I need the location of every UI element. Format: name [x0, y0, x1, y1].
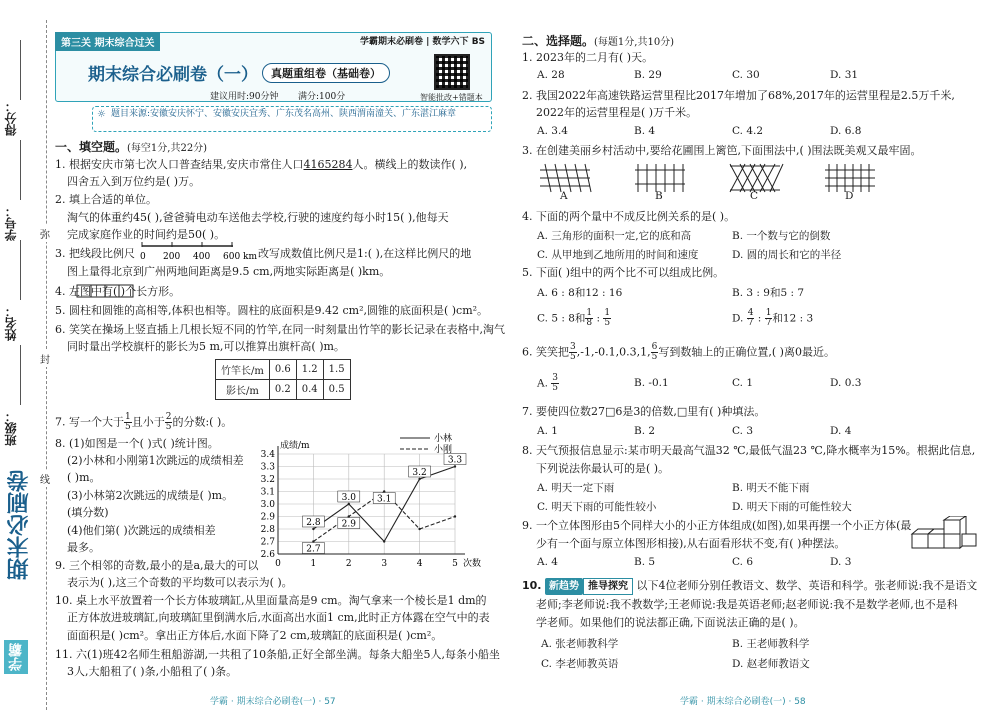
data-point: [348, 503, 350, 505]
source-note: ☼ 题目来源:安徽安庆怀宁、安徽安庆宜秀、广东茂名高州、陕西渭南潼关、广东湛江麻章: [92, 106, 492, 132]
q8-line7: 最多。: [67, 541, 100, 554]
table-cell: 0.4: [296, 380, 323, 400]
data-label: 2.7: [306, 544, 321, 555]
name-line: [20, 240, 21, 300]
mc-q8-option-c[interactable]: C. 明天下雨的可能性较小: [537, 501, 657, 513]
table-cell: 0.6: [269, 360, 296, 380]
q10-line3: 面面积是( )cm²。拿出正方体后,水面下降了2 cm,玻璃缸的底面积是( )cm²。: [67, 629, 443, 642]
y-tick-label: 2.6: [260, 550, 275, 560]
mc-q5-option-c[interactable]: C. 5 : 8和 $\frac{1}{8}$ : $\frac{1}{5}$: [537, 308, 611, 328]
x-tick-label: 0: [275, 559, 281, 569]
fence-b-icon: [635, 164, 685, 192]
fence-d-icon: [825, 164, 875, 192]
fraction: $\frac{2}{5}$: [165, 412, 172, 432]
class-line: [20, 345, 21, 405]
bulb-icon: ☼: [97, 109, 106, 120]
q1-line2: 四舍五入到万位约是( )万。: [67, 175, 201, 188]
mc-q9-option-d[interactable]: D. 3: [830, 556, 852, 568]
footer-left: 学霸 · 期末综合必刷卷(一) · 57: [210, 697, 336, 707]
mc-q4: 4. 下面的两个量中不成反比例关系的是( )。: [522, 210, 736, 223]
q8-line1: 8. (1)如图是一个( )式( )统计图。: [55, 437, 219, 450]
mc-q2-line2: 2022年的运营里程是( )万千米。: [536, 106, 698, 119]
fraction: $\frac{4}{7}$: [747, 308, 754, 328]
mc-q8-option-d[interactable]: D. 明天下雨的可能性较大: [732, 501, 852, 513]
fraction: $\frac{3}{5}$: [552, 373, 558, 393]
mc-q1-option-d[interactable]: D. 31: [830, 69, 859, 81]
mc-q7-option-b[interactable]: B. 2: [634, 425, 656, 437]
score-line: [20, 40, 21, 100]
q3-line1: 3. 把线段比例尺: [55, 247, 135, 260]
mc-q9-option-a[interactable]: A. 4: [537, 556, 558, 568]
legend-label-2: 小刚: [434, 445, 453, 455]
q8-line6: (4)他们第( )次跳远的成绩相差: [67, 524, 216, 537]
table-row: [216, 360, 351, 380]
q6-line2: 同时量出学校旗杆的影长为5 m,可以推算出旗杆高( )m。: [67, 340, 345, 353]
mc-q9-line1: 9. 一个立体图形由5个同样大小的小正方体组成(如图),如果再摆一个小正方体(最: [522, 519, 912, 532]
mc-q3-option-d[interactable]: D: [845, 190, 854, 202]
mc-q4-option-a[interactable]: A. 三角形的面积一定,它的底和高: [537, 230, 692, 242]
data-point: [454, 465, 456, 467]
mc-q7-option-d[interactable]: D. 4: [830, 425, 852, 437]
table-cell: 竹竿长/m: [216, 360, 270, 380]
mc-q6-option-d[interactable]: D. 0.3: [830, 377, 862, 389]
y-axis-label: 成绩/m: [280, 441, 310, 451]
data-point: [418, 528, 420, 530]
table-row: [216, 380, 351, 400]
fraction: $\frac{1}{7}$: [765, 308, 772, 328]
q10-line2: 正方体放进玻璃缸,向玻璃缸里倒满水后,水面高出水面1 cm,此时正方体露在空气中的表: [67, 611, 490, 624]
mc-q6-option-a[interactable]: A. $\frac{3}{5}$: [537, 373, 558, 393]
mc-q4-option-d[interactable]: D. 圆的周长和它的半径: [732, 249, 842, 261]
mc-q5: 5. 下面( )组中的两个比不可以组成比例。: [522, 266, 725, 279]
fraction: $\frac{3}{5}$: [570, 342, 576, 362]
mc-q8-line1: 8. 天气预报信息显示:某市明天最高气温32 ℃,最低气温23 ℃,降水概率为15%。根据此信息,: [522, 444, 976, 457]
x-tick-label: 5: [452, 559, 458, 569]
mc-q10-option-b[interactable]: B. 王老师教科学: [732, 638, 810, 650]
mc-q10-line1: 10. 新趋势 推导探究 以下4位老师分别任教语文、数学、英语和科学。张老师说:我不是语文: [522, 578, 977, 595]
fraction: $\frac{1}{8}$: [586, 308, 593, 328]
data-point: [418, 478, 420, 480]
data-label: 2.9: [341, 519, 356, 530]
table-cell: 0.5: [323, 380, 350, 400]
table-cell: 影长/m: [216, 380, 270, 400]
mc-q4-option-c[interactable]: C. 从甲地到乙地所用的时间和速度: [537, 249, 699, 261]
mc-q9-option-c[interactable]: C. 6: [732, 556, 754, 568]
student-id-label: 学号：: [4, 205, 18, 241]
mc-q7-option-c[interactable]: C. 3: [732, 425, 754, 437]
q6-line1: 6. 笑笑在操场上竖直插上几根长短不同的竹竿,在同一时刻量出竹竿的影长记录在表格中,淘气: [55, 323, 505, 336]
mc-q7-option-a[interactable]: A. 1: [537, 425, 558, 437]
scale-tick-3: 600 km: [223, 252, 257, 262]
rectangle-figure: [76, 283, 136, 299]
mc-q1-option-a[interactable]: A. 28: [537, 69, 565, 81]
line-chart: [250, 432, 490, 570]
mc-q10-line3: 学老师。如果他们的说法都正确,下面说法正确的是( )。: [536, 616, 805, 629]
mc-q2-option-d[interactable]: D. 6.8: [830, 125, 862, 137]
data-label: 3.1: [377, 494, 392, 505]
q4-line: 4. 左图中有( )个长方形。: [55, 285, 181, 298]
fraction: $\frac{1}{5}$: [125, 412, 131, 432]
table-cell: 1.2: [296, 360, 323, 380]
mc-q10-option-a[interactable]: A. 张老师教科学: [541, 638, 619, 650]
legend-label-1: 小林: [434, 434, 453, 444]
y-tick-label: 3.1: [260, 487, 275, 498]
derive-explore-tag: 推导探究: [583, 578, 633, 595]
mc-q3: 3. 在创建美丽乡村活动中,要给花圃围上篱笆,下面围法中,( )围法既美观又最牢固。: [522, 144, 922, 157]
mc-q9-line2: 少有一个面与原立体图形相接),从右面看形状不变,有( )种摆法。: [536, 537, 846, 550]
footer-right: 学霸 · 期末综合必刷卷(一) · 58: [680, 697, 806, 707]
q11-line1: 11. 六(1)班42名师生租船游湖,一共租了10条船,正好全部坐满。每条大船坐5人,每条小船坐: [55, 648, 501, 661]
scale-tick-2: 400: [193, 252, 211, 262]
mc-q7: 7. 要使四位数27□6是3的倍数,□里有( )种填法。: [522, 405, 766, 418]
qr-note: 智能批改+错题本: [420, 93, 483, 102]
data-label: 3.3: [447, 455, 463, 466]
mc-q2-option-b[interactable]: B. 4: [634, 125, 656, 137]
data-label: 2.8: [306, 518, 321, 528]
mc-q10-option-c[interactable]: C. 李老师教英语: [541, 658, 619, 670]
q2-line1: 2. 填上合适的单位。: [55, 193, 157, 206]
x-tick-label: 4: [416, 559, 423, 569]
mc-q6: 6. 笑笑把 $\frac{3}{5}$ ,-1,-0.1,0.3,1, $\frac{6}{5}$ 写到数轴上的正确位置,( )离0最近。: [522, 342, 835, 362]
mc-q10-line2: 老师;李老师说:我不教数学;王老师说:我是英语老师;赵老师说:我不是数学老师,也不是科: [536, 598, 958, 611]
seal-char-mi: 弥: [40, 225, 50, 242]
data-point: [383, 540, 385, 542]
section2-title: 二、选择题。(每题1分,共10分): [522, 34, 675, 48]
brand-title: 期末必刷卷: [7, 470, 32, 580]
q9-line2: 表示为( ),这三个奇数的平均数可以表示为( )。: [67, 576, 293, 589]
mc-q5-option-d[interactable]: D. $\frac{4}{7}$ : $\frac{1}{7}$ 和12 : 3: [732, 308, 814, 328]
q8-line5: (填分数): [67, 506, 109, 519]
mc-q4-option-b[interactable]: B. 一个数与它的倒数: [732, 230, 831, 242]
q9-line1: 9. 三个相邻的奇数,最小的是a,最大的可以: [55, 559, 259, 572]
data-point: [454, 515, 456, 517]
fence-figures: [535, 160, 875, 204]
mc-q6-option-c[interactable]: C. 1: [732, 377, 754, 389]
mc-q1-option-c[interactable]: C. 30: [732, 69, 760, 81]
fraction: $\frac{1}{5}$: [604, 308, 611, 328]
mc-q1-option-b[interactable]: B. 29: [634, 69, 662, 81]
x-tick-label: 3: [381, 559, 388, 569]
y-tick-label: 3.4: [260, 450, 275, 460]
seal-char-feng: 封: [40, 350, 50, 367]
q3-line2: 图上量得北京到广州两地间距离是9.5 cm,两地实际距离是( )km。: [67, 265, 391, 278]
data-point: [312, 528, 314, 530]
qr-code-icon[interactable]: [434, 54, 470, 90]
mc-q6-option-b[interactable]: B. -0.1: [634, 377, 669, 389]
data-label: 3.2: [412, 468, 427, 478]
q8-line2: (2)小林和小刚第1次跳远的成绩相差: [67, 454, 244, 467]
y-tick-label: 2.7: [260, 537, 275, 548]
q11-line2: 3人,大船租了( )条,小船租了( )条。: [67, 665, 238, 678]
mc-q8-line2: 下列说法你最认可的是( )。: [536, 462, 670, 475]
scale-tick-0: 0: [140, 252, 146, 262]
class-label: 班级：: [4, 410, 18, 446]
y-tick-label: 2.9: [260, 512, 275, 523]
fence-c-icon: [730, 164, 783, 192]
mc-q8-option-b[interactable]: B. 明天不能下雨: [732, 482, 810, 494]
mc-q9-option-b[interactable]: B. 5: [634, 556, 656, 568]
q7-line: 7. 写一个大于 $\frac{1}{5}$ 且小于 $\frac{2}{5}$ 的分数:( )。: [55, 412, 233, 432]
q8-line3: ( )m。: [67, 471, 101, 484]
data-label: 3.0: [341, 493, 356, 503]
page-title: 期末综合必刷卷（一）: [88, 65, 258, 85]
mc-q2-option-a[interactable]: A. 3.4: [537, 125, 568, 137]
suggested-time: 建议用时:90分钟: [210, 92, 279, 102]
table-cell: 0.2: [269, 380, 296, 400]
mc-q3-option-a[interactable]: A: [560, 190, 568, 202]
y-tick-label: 3.0: [260, 500, 275, 510]
mc-q5-option-a[interactable]: A. 6 : 8和12 : 16: [537, 287, 623, 299]
scale-tick-1: 200: [163, 252, 181, 262]
mc-q3-option-b[interactable]: B: [655, 190, 663, 202]
name-label: 姓名：: [4, 305, 18, 341]
q1-line1: 1. 根据安庆市第七次人口普查结果,安庆市常住人口4165284人。横线上的数读作( ),: [55, 158, 468, 171]
cube-figure: [910, 516, 985, 552]
mc-q1: 1. 2023年的二月有( )天。: [522, 51, 654, 64]
x-tick-label: 2: [345, 559, 352, 569]
table-cell: 1.5: [323, 360, 350, 380]
mc-q5-option-b[interactable]: B. 3 : 9和5 : 7: [732, 287, 805, 299]
brand-tag: 学霸: [4, 640, 28, 674]
x-tick-label: 1: [310, 559, 317, 569]
seal-char-xian: 线: [40, 470, 50, 487]
q10-line1: 10. 桌上水平放置着一个长方体玻璃缸,从里面量高是9 cm。淘气拿来一个棱长是1 dm的: [55, 594, 487, 607]
y-tick-label: 2.8: [260, 525, 275, 535]
full-score: 满分:100分: [298, 92, 346, 102]
section1-title: 一、填空题。(每空1分,共22分): [55, 140, 208, 154]
fraction: $\frac{6}{5}$: [651, 342, 658, 362]
scale-bar: [137, 240, 257, 264]
y-tick-label: 3.3: [260, 462, 275, 473]
mc-q2-line1: 2. 我国2022年高速铁路运营里程比2017年增加了68%,2017年的运营里程是2.5万千米,: [522, 89, 955, 102]
stage-tag: 第三关 期末综合过关: [55, 32, 160, 51]
new-trend-tag: 新趋势: [545, 578, 583, 595]
q2-line3: 完成家庭作业的时间约是50( )。: [67, 228, 226, 241]
student-id-line: [20, 140, 21, 200]
bamboo-table: [215, 359, 351, 400]
subtitle-badge: 真题重组卷（基础卷）: [262, 63, 390, 83]
mc-q2-option-c[interactable]: C. 4.2: [732, 125, 764, 137]
mc-q3-option-c[interactable]: C: [750, 190, 759, 202]
mc-q10-option-d[interactable]: D. 赵老师教语文: [732, 658, 810, 670]
x-axis-label: 次数: [463, 559, 482, 569]
score-label: 得分：: [4, 100, 18, 136]
y-tick-label: 3.2: [260, 475, 275, 485]
fence-a-icon: [540, 164, 591, 192]
q8-line4: (3)小林第2次跳远的成绩是( )m。: [67, 489, 234, 502]
q5-line: 5. 圆柱和圆锥的高相等,体积也相等。圆柱的底面积是9.42 cm²,圆锥的底面积是( )cm²。: [55, 304, 489, 317]
series-label: 学霸期末必刷卷 | 数学六下 BS: [360, 37, 486, 47]
q3-line1b: 改写成数值比例尺是1:( ),在这样比例尺的地: [258, 247, 472, 260]
q2-line2: 淘气的体重约45( ),爸爸骑电动车送他去学校,行驶的速度约每小时15( ),他每天: [67, 211, 449, 224]
mc-q8-option-a[interactable]: A. 明天一定下雨: [537, 482, 615, 494]
